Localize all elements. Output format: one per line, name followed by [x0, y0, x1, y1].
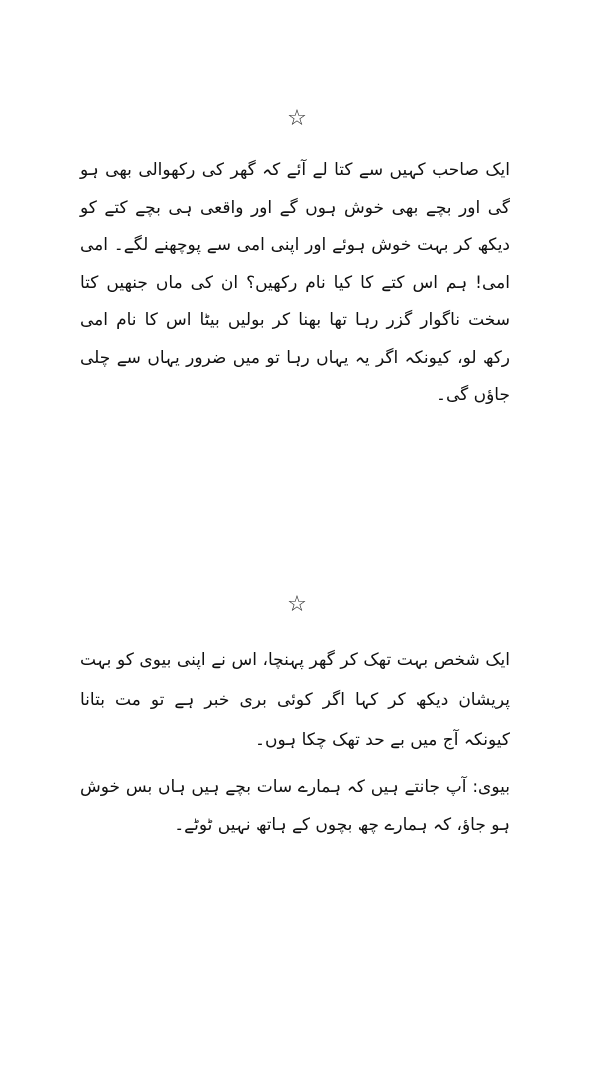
star-icon: ☆: [287, 106, 307, 131]
star-icon: ☆: [287, 592, 307, 617]
joke-paragraph-2: ایک شخص بہت تھک کر گھر پہنچا، اس نے اپنی بیوی کو بہت پریشان دیکھ کر کہا اگر کوئی بری خبر ہے تو مت بتانا کیونکہ آج میں بے حد تھک چکا ہوں۔: [80, 650, 510, 750]
joke-paragraph-1: ایک صاحب کہیں سے کتا لے آئے کہ گھر کی رکھوالی بھی ہو گی اور بچے بھی خوش ہوں گے اور واقعی ہی بچے کتے کو دیکھ کر بہت خوش ہوئے اور اپنی امی سے پوچھنے لگے۔ امی امی! ہم اس کتے کا کیا نام رکھیں؟ ان کی ماں جنھیں کتا سخت ناگوار گزر رہا تھا بھنا کر بولیں بیٹا اس کا نام امی رکھ لو، کیونکہ اگر یہ یہاں رہا تو میں ضرور یہاں سے چلی جاؤں گی۔: [80, 160, 510, 405]
joke-reply-paragraph: بیوی: آپ جانتے ہیں کہ ہمارے سات بچے ہیں ہاں بس خوش ہو جاؤ، کہ ہمارے چھ بچوں کے ہاتھ نہیں ٹوٹے۔: [80, 777, 510, 835]
